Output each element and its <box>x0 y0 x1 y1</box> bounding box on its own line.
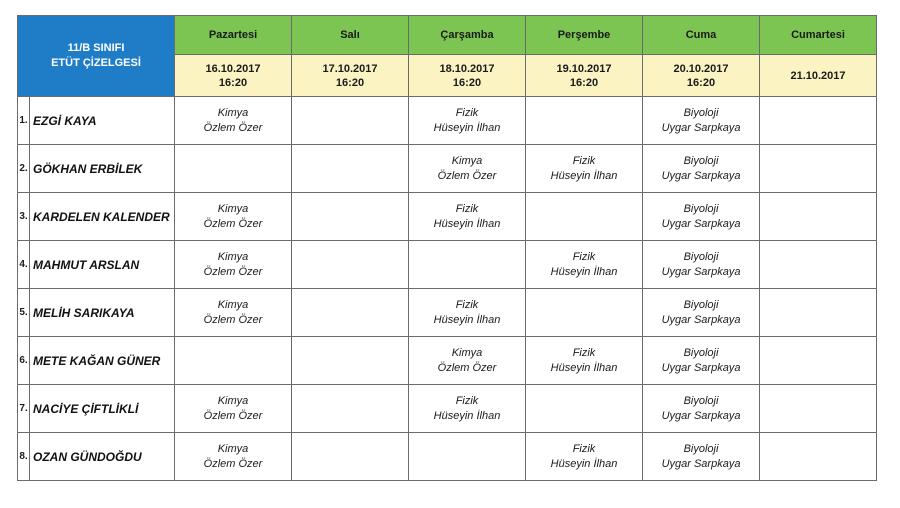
schedule-cell <box>175 97 292 145</box>
subject-name: Kimya <box>217 298 249 311</box>
subject-name: Biyoloji <box>683 394 719 407</box>
schedule-cell <box>409 433 526 481</box>
subject-name: Biyoloji <box>683 298 719 311</box>
schedule-cell <box>175 337 292 385</box>
schedule-cell <box>526 145 643 193</box>
day-header: Pazartesi <box>175 16 292 55</box>
teacher-name: Hüseyin İlhan <box>550 457 618 470</box>
student-row <box>18 193 877 241</box>
schedule-cell <box>175 145 292 193</box>
schedule-cell <box>292 145 409 193</box>
schedule-cell <box>175 433 292 481</box>
student-name: METE KAĞAN GÜNER <box>30 337 175 385</box>
teacher-name: Uygar Sarpkaya <box>661 313 741 326</box>
date-header <box>409 55 526 97</box>
row-number: 7. <box>18 385 30 433</box>
subject-name: Kimya <box>217 250 249 263</box>
teacher-name: Özlem Özer <box>437 169 497 182</box>
day-header: Perşembe <box>526 16 643 55</box>
subject-name: Kimya <box>217 202 249 215</box>
title-line-1: 11/B SINIFI <box>67 42 125 54</box>
date-header <box>526 55 643 97</box>
schedule-cell <box>409 337 526 385</box>
time-value: 16:20 <box>686 76 716 89</box>
teacher-name: Hüseyin İlhan <box>550 265 618 278</box>
teacher-name: Hüseyin İlhan <box>550 169 618 182</box>
student-row <box>18 241 877 289</box>
subject-name: Kimya <box>451 154 483 167</box>
date-header <box>292 55 409 97</box>
schedule-cell <box>643 241 760 289</box>
teacher-name: Hüseyin İlhan <box>550 361 618 374</box>
time-value: 16:20 <box>569 76 599 89</box>
date-header <box>643 55 760 97</box>
date-value: 20.10.2017 <box>673 62 729 75</box>
subject-name: Fizik <box>455 202 479 215</box>
subject-name: Fizik <box>572 346 596 359</box>
date-value: 17.10.2017 <box>322 62 378 75</box>
student-row <box>18 289 877 337</box>
date-header <box>175 55 292 97</box>
schedule-cell <box>175 193 292 241</box>
teacher-name: Uygar Sarpkaya <box>661 169 741 182</box>
date-header <box>760 55 877 97</box>
schedule-cell <box>760 289 877 337</box>
schedule-cell <box>409 289 526 337</box>
subject-name: Fizik <box>455 106 479 119</box>
teacher-name: Uygar Sarpkaya <box>661 361 741 374</box>
teacher-name: Özlem Özer <box>203 409 263 422</box>
student-name: GÖKHAN ERBİLEK <box>30 145 175 193</box>
student-row <box>18 97 877 145</box>
schedule-cell <box>409 145 526 193</box>
schedule-cell <box>643 337 760 385</box>
date-value: 18.10.2017 <box>439 62 495 75</box>
row-number: 2. <box>18 145 30 193</box>
schedule-cell <box>292 241 409 289</box>
schedule-cell <box>409 193 526 241</box>
teacher-name: Özlem Özer <box>203 457 263 470</box>
teacher-name: Hüseyin İlhan <box>433 409 501 422</box>
schedule-cell <box>175 241 292 289</box>
schedule-cell <box>526 241 643 289</box>
schedule-cell <box>760 241 877 289</box>
subject-name: Fizik <box>455 298 479 311</box>
subject-name: Kimya <box>217 394 249 407</box>
subject-name: Biyoloji <box>683 346 719 359</box>
student-row <box>18 433 877 481</box>
row-number: 1. <box>18 97 30 145</box>
schedule-cell <box>292 385 409 433</box>
schedule-cell <box>526 385 643 433</box>
teacher-name: Uygar Sarpkaya <box>661 121 741 134</box>
teacher-name: Özlem Özer <box>203 121 263 134</box>
student-name: KARDELEN KALENDER <box>30 193 175 241</box>
row-number: 3. <box>18 193 30 241</box>
title-line-2: ETÜT ÇİZELGESİ <box>51 57 141 69</box>
schedule-cell <box>175 289 292 337</box>
subject-name: Fizik <box>572 442 596 455</box>
schedule-cell <box>526 337 643 385</box>
schedule-cell <box>292 193 409 241</box>
schedule-cell <box>409 385 526 433</box>
time-value: 16:20 <box>218 76 248 89</box>
day-header: Cumartesi <box>760 16 877 55</box>
schedule-cell <box>292 337 409 385</box>
row-number: 6. <box>18 337 30 385</box>
schedule-cell <box>292 97 409 145</box>
schedule-cell <box>760 337 877 385</box>
student-row <box>18 385 877 433</box>
row-number: 5. <box>18 289 30 337</box>
schedule-cell <box>526 193 643 241</box>
subject-name: Biyoloji <box>683 106 719 119</box>
date-value: 21.10.2017 <box>790 69 846 82</box>
teacher-name: Hüseyin İlhan <box>433 313 501 326</box>
teacher-name: Hüseyin İlhan <box>433 217 501 230</box>
teacher-name: Hüseyin İlhan <box>433 121 501 134</box>
day-header: Salı <box>292 16 409 55</box>
schedule-cell <box>760 433 877 481</box>
schedule-table <box>17 15 877 481</box>
teacher-name: Özlem Özer <box>203 265 263 278</box>
date-value: 16.10.2017 <box>205 62 261 75</box>
student-row <box>18 337 877 385</box>
subject-name: Fizik <box>572 154 596 167</box>
student-name: OZAN GÜNDOĞDU <box>30 433 175 481</box>
schedule-cell <box>760 193 877 241</box>
teacher-name: Özlem Özer <box>203 313 263 326</box>
schedule-cell <box>175 385 292 433</box>
student-name: MAHMUT ARSLAN <box>30 241 175 289</box>
student-row <box>18 145 877 193</box>
schedule-cell <box>643 289 760 337</box>
day-header: Cuma <box>643 16 760 55</box>
subject-name: Biyoloji <box>683 154 719 167</box>
schedule-cell <box>526 289 643 337</box>
subject-name: Biyoloji <box>683 442 719 455</box>
row-number: 4. <box>18 241 30 289</box>
schedule-cell <box>643 97 760 145</box>
teacher-name: Özlem Özer <box>203 217 263 230</box>
schedule-cell <box>643 433 760 481</box>
time-value: 16:20 <box>335 76 365 89</box>
subject-name: Biyoloji <box>683 202 719 215</box>
day-header: Çarşamba <box>409 16 526 55</box>
schedule-cell <box>409 97 526 145</box>
schedule-cell <box>760 145 877 193</box>
student-name: EZGİ KAYA <box>30 97 175 145</box>
schedule-cell <box>643 145 760 193</box>
subject-name: Kimya <box>217 106 249 119</box>
date-value: 19.10.2017 <box>556 62 612 75</box>
schedule-cell <box>760 385 877 433</box>
schedule-cell <box>760 97 877 145</box>
teacher-name: Uygar Sarpkaya <box>661 265 741 278</box>
subject-name: Fizik <box>455 394 479 407</box>
day-header-row <box>18 16 877 55</box>
teacher-name: Uygar Sarpkaya <box>661 457 741 470</box>
schedule-cell <box>643 385 760 433</box>
schedule-cell <box>409 241 526 289</box>
schedule-cell <box>643 193 760 241</box>
subject-name: Kimya <box>217 442 249 455</box>
row-number: 8. <box>18 433 30 481</box>
teacher-name: Uygar Sarpkaya <box>661 217 741 230</box>
student-name: NACİYE ÇİFTLİKLİ <box>30 385 175 433</box>
schedule-cell <box>526 433 643 481</box>
student-name: MELİH SARIKAYA <box>30 289 175 337</box>
time-value: 16:20 <box>452 76 482 89</box>
teacher-name: Özlem Özer <box>437 361 497 374</box>
teacher-name: Uygar Sarpkaya <box>661 409 741 422</box>
subject-name: Kimya <box>451 346 483 359</box>
schedule-cell <box>292 433 409 481</box>
subject-name: Biyoloji <box>683 250 719 263</box>
schedule-cell <box>292 289 409 337</box>
subject-name: Fizik <box>572 250 596 263</box>
schedule-title <box>18 16 175 97</box>
schedule-cell <box>526 97 643 145</box>
